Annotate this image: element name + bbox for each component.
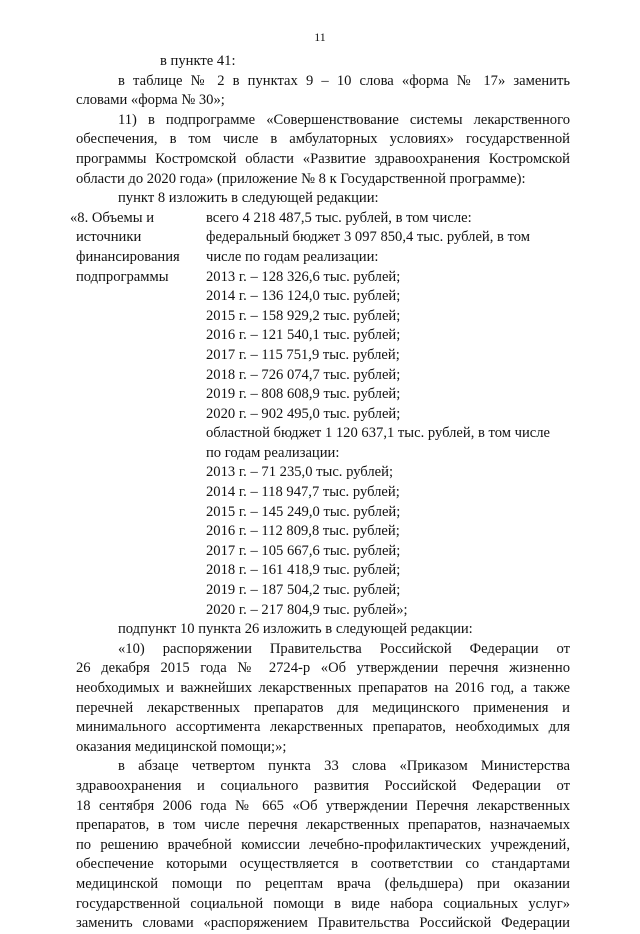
text-line: здравоохранения и социального развития Российской Федерации от xyxy=(76,777,570,794)
text-line: области до 2020 года» (приложение № 8 к Государственной программе): xyxy=(76,170,526,187)
table-right-line: 2013 г. – 128 326,6 тыс. рублей; xyxy=(206,268,401,285)
table-left-line: подпрограммы xyxy=(76,268,169,285)
text-line: государственной социальной помощи в виде набора социальных услуг» xyxy=(76,895,570,912)
table-right-line: 2020 г. – 902 495,0 тыс. рублей; xyxy=(206,405,401,422)
text-line: 11) в подпрограмме «Совершенствование системы лекарственного xyxy=(118,111,570,128)
table-right-line: федеральный бюджет 3 097 850,4 тыс. рублей, в том xyxy=(206,229,531,246)
text-line: 18 сентября 2006 года № 665 «Об утверждении Перечня лекарственных xyxy=(76,797,570,814)
text-line: пункт 8 изложить в следующей редакции: xyxy=(118,190,379,207)
text-line: в пункте 41: xyxy=(160,53,236,69)
table-right-line: 2019 г. – 187 504,2 тыс. рублей; xyxy=(206,582,401,599)
table-right-column xyxy=(206,209,570,620)
text-line: перечней лекарственных препаратов для медицинского применения и xyxy=(76,699,570,716)
text-line: обеспечения, в том числе в амбулаторных условиях» государственной xyxy=(76,131,570,148)
section-subpoint-10 xyxy=(76,620,570,757)
table-right-line: 2017 г. – 115 751,9 тыс. рублей; xyxy=(206,346,400,363)
text-line: медицинской помощи по рецептам врача (фельдшера) при оказании xyxy=(76,875,570,892)
table-right-line: 2019 г. – 808 608,9 тыс. рублей; xyxy=(206,386,401,403)
text-line: обеспечение которыми осуществляется в соответствии со стандартами xyxy=(76,856,570,873)
text-line: заменить словами «распоряжением Правительства Российской Федерации xyxy=(76,915,570,932)
text-line: словами «форма № 30»; xyxy=(76,92,225,109)
text-line: подпункт 10 пункта 26 изложить в следующей редакции: xyxy=(118,621,473,638)
text-line: необходимых и важнейших лекарственных препаратов на 2016 год, а также xyxy=(76,680,570,696)
table-right-line: 2013 г. – 71 235,0 тыс. рублей; xyxy=(206,464,393,481)
table-right-line: областной бюджет 1 120 637,1 тыс. рублей, в том числе xyxy=(206,425,551,442)
text-line: минимального ассортимента лекарственных препаратов, необходимых для xyxy=(76,719,570,736)
table-right-line: 2020 г. – 217 804,9 тыс. рублей»; xyxy=(206,601,408,618)
document-body xyxy=(70,52,570,934)
table-right-line: 2018 г. – 161 418,9 тыс. рублей; xyxy=(206,562,401,579)
text-line: оказания медицинской помощи;»; xyxy=(76,738,287,755)
table-right-line: числе по годам реализации: xyxy=(206,248,379,265)
table-right-line: 2014 г. – 118 947,7 тыс. рублей; xyxy=(206,484,400,501)
table-left-line: финансирования xyxy=(76,248,180,265)
table-right-line: по годам реализации: xyxy=(206,444,340,461)
financing-table xyxy=(70,209,570,620)
table-right-line: всего 4 218 487,5 тыс. рублей, в том числе: xyxy=(206,209,472,226)
text-line: препаратов, в том числе перечня лекарственных препаратов, назначаемых xyxy=(76,817,570,834)
table-right-line: 2014 г. – 136 124,0 тыс. рублей; xyxy=(206,288,401,305)
intro-section xyxy=(76,52,570,209)
text-line: по решению врачебной комиссии лечебно-профилактических учреждений, xyxy=(76,836,570,853)
table-right-line: 2016 г. – 121 540,1 тыс. рублей; xyxy=(206,327,401,344)
text-line: «10) распоряжении Правительства Российской Федерации от xyxy=(118,640,570,657)
table-right-line: 2015 г. – 158 929,2 тыс. рублей; xyxy=(206,307,401,324)
text-line: в таблице № 2 в пунктах 9 – 10 слова «форма № 17» заменить xyxy=(118,72,570,89)
table-left-line: «8. Объемы и xyxy=(70,209,155,226)
text-line: программы Костромской области «Развитие здравоохранения Костромской xyxy=(76,150,570,167)
table-left-line: источники xyxy=(76,229,142,246)
table-right-line: 2017 г. – 105 667,6 тыс. рублей; xyxy=(206,542,401,559)
text-line: в абзаце четвертом пункта 33 слова «Приказом Министерства xyxy=(118,758,570,775)
table-right-line: 2018 г. – 726 074,7 тыс. рублей; xyxy=(206,366,401,383)
page-number: 11 xyxy=(314,30,326,44)
text-line: 26 декабря 2015 года № 2724-р «Об утверждении перечня жизненно xyxy=(76,660,570,677)
table-left-column xyxy=(70,209,206,620)
table-right-line: 2016 г. – 112 809,8 тыс. рублей; xyxy=(206,523,400,540)
table-right-line: 2015 г. – 145 249,0 тыс. рублей; xyxy=(206,503,401,520)
section-point-33 xyxy=(76,757,570,933)
